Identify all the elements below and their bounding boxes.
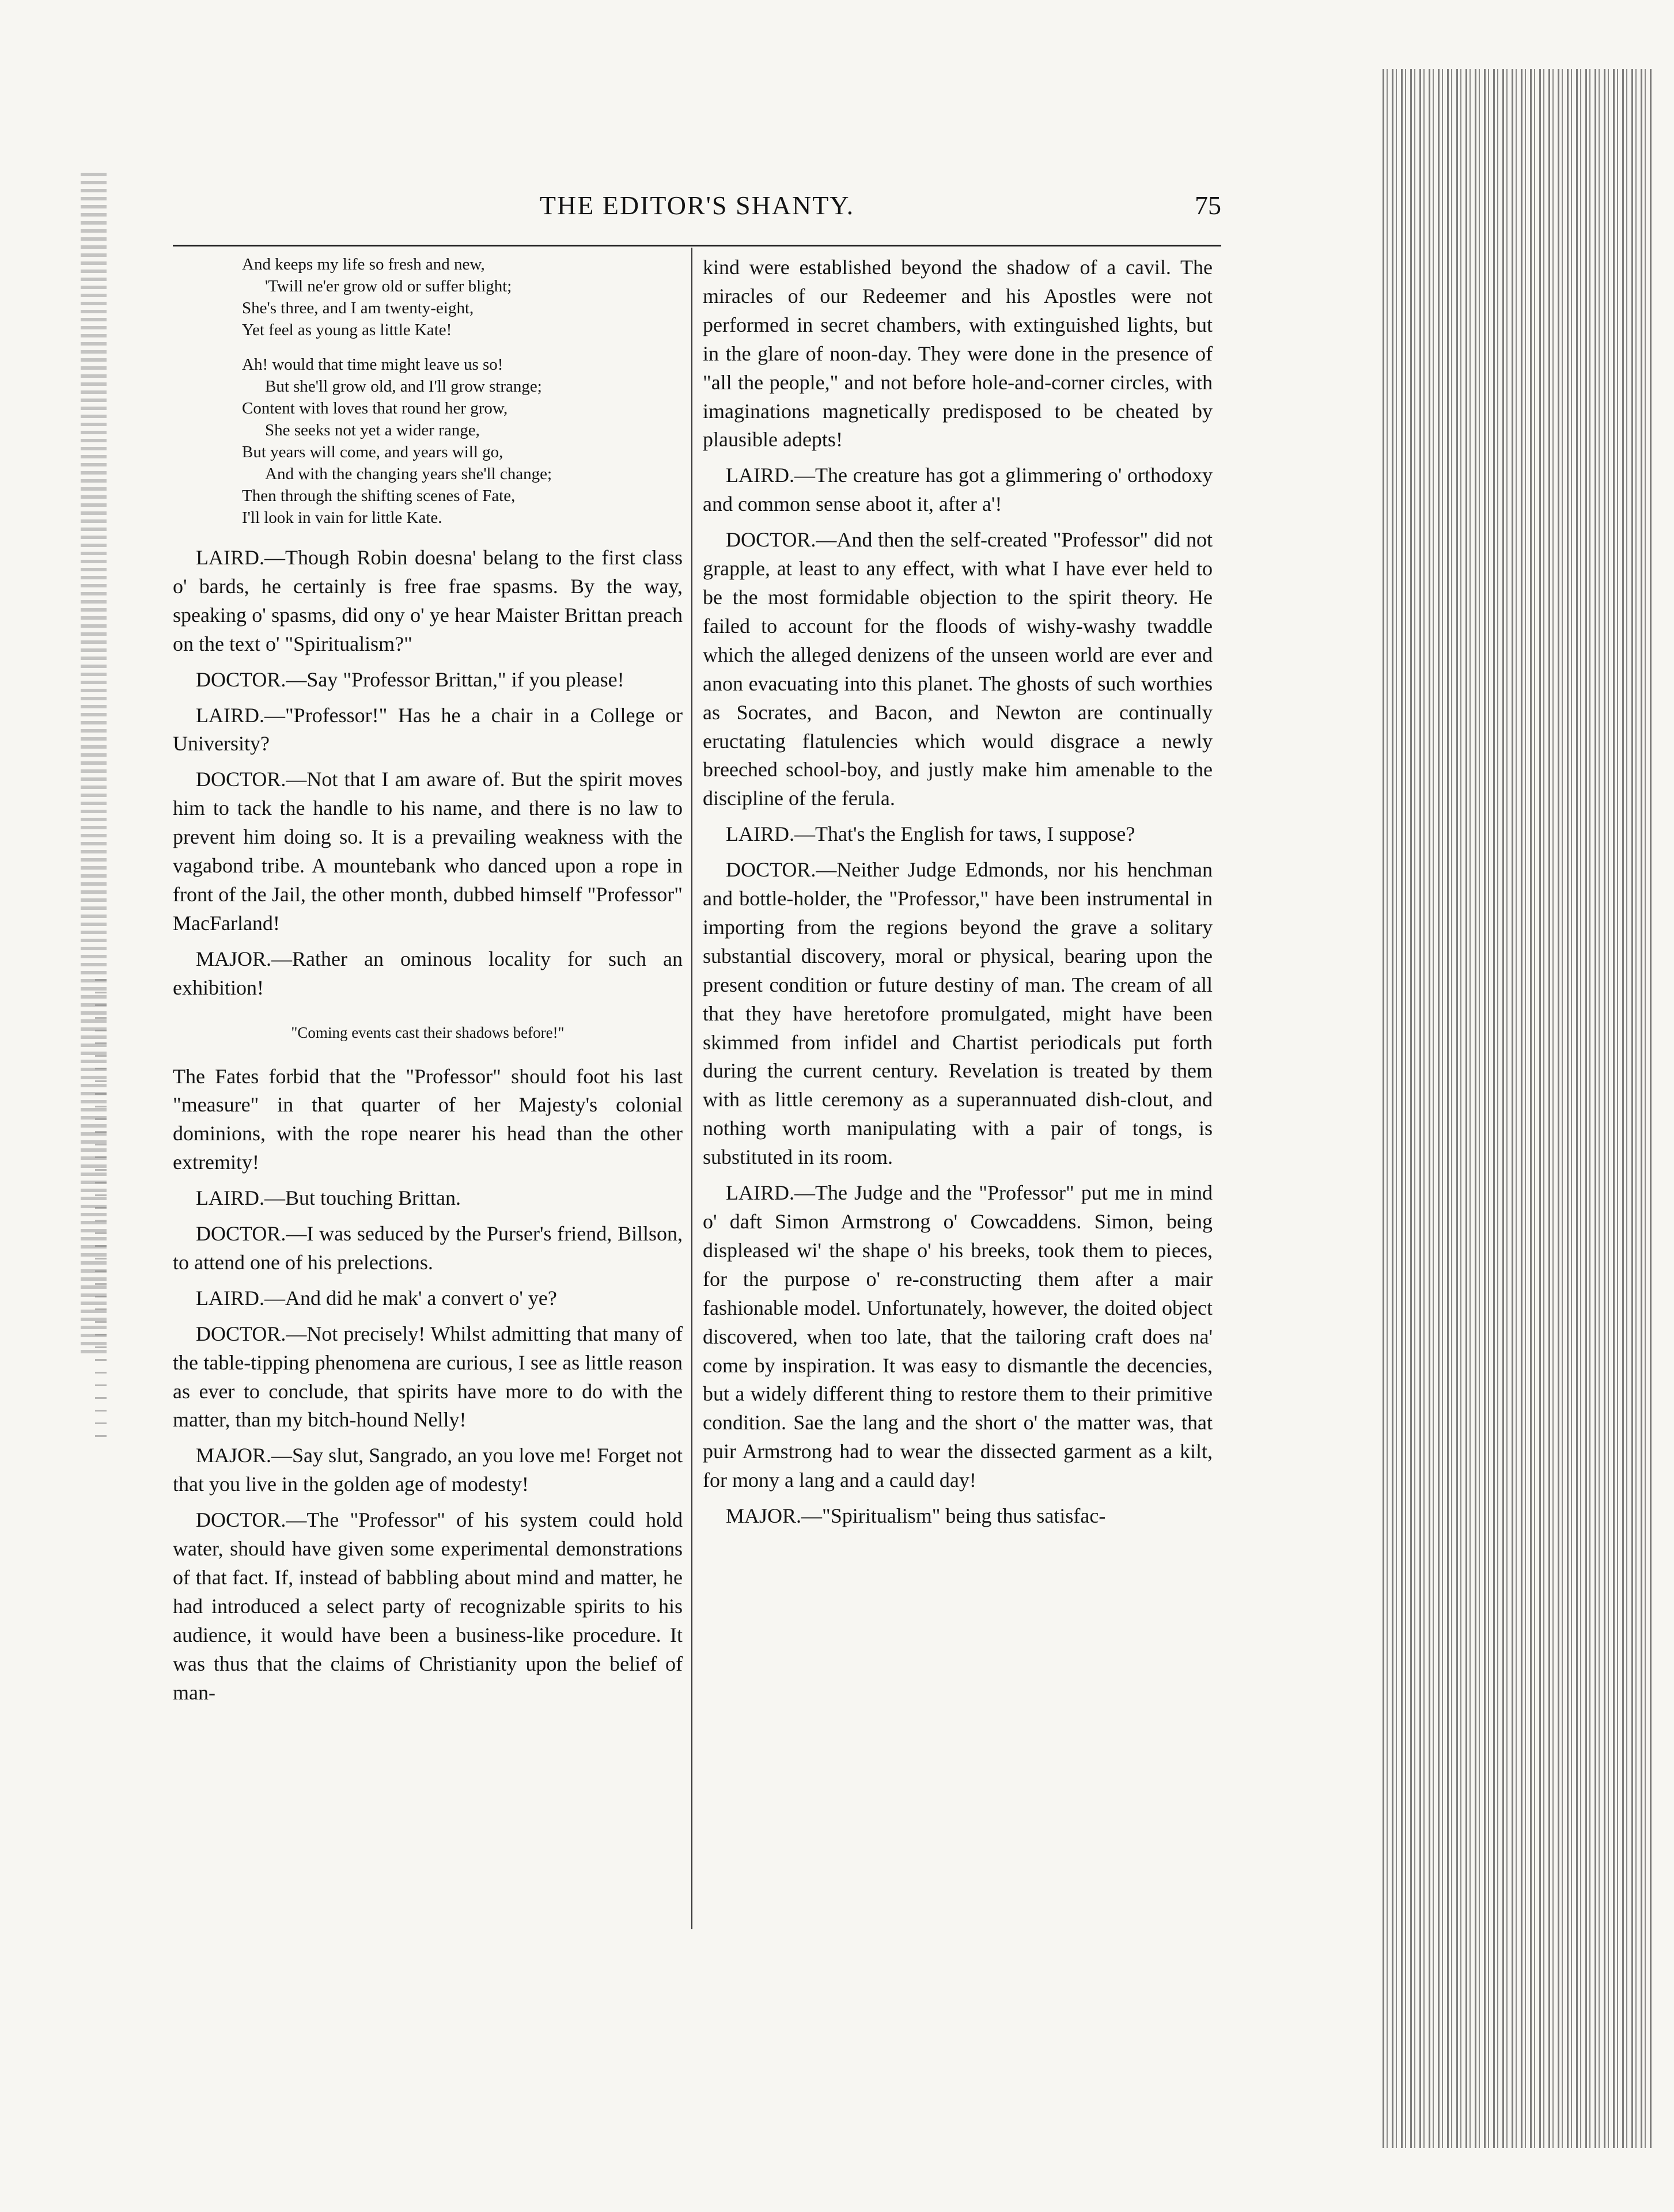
paragraph: DOCTOR.—And then the self-created "Professor" did not grapple, at least to any effect, with what I have ever held to be the most formidable objection to the spirit theory. He failed to account for the floods of wishy-washy twaddle which the alleged denizens of the unseen world are ever and anon evacuating into this planet. The ghosts of such worthies as Socrates, and Bacon, and Newton are continually eructating flatulencies which would disgrace a newly breeched school-boy, and justly make him amenable to the discipline of the ferula. [703, 528, 1213, 810]
page-number: 75 [1195, 191, 1221, 220]
paragraph: LAIRD.—That's the English for taws, I suppose? [726, 822, 1135, 846]
right-column [703, 253, 1213, 1538]
paragraph: LAIRD.—The creature has got a glimmering o' orthodoxy and common sense aboot it, after a'! [703, 464, 1213, 516]
paragraph: LAIRD.—But touching Brittan. [196, 1186, 461, 1210]
paragraph: LAIRD.—Though Robin doesna' belang to the first class o' bards, he certainly is free frae spasms. By the way, speaking o' spasms, did ony o' ye hear Maister Brittan preach on the text o' "Spiritualism?" [173, 546, 683, 655]
verse-line: But years will come, and years will go, [242, 443, 503, 461]
paragraph: kind were established beyond the shadow of a cavil. The miracles of our Redeemer and his Apostles were not performed in secret chambers, with extinguished lights, but in the glare of noon-day. They were done in the presence of "all the people," and not before hole-and-corner circles, with imaginations magnetically predisposed to be cheated by plausible adepts! [703, 256, 1213, 451]
column-divider [691, 248, 692, 1929]
verse-line: Content with loves that round her grow, [242, 399, 508, 418]
paragraph: DOCTOR.—The "Professor" of his system could hold water, should have given some experimental demonstrations of that fact. If, instead of babbling about mind and matter, he had introduced a select party of recognizable spirits to his audience, it would have been a business-like procedure. It was thus that the claims of Christianity upon the belief of man- [173, 1508, 683, 1704]
running-head [173, 190, 1221, 230]
verse-line: She seeks not yet a wider range, [265, 421, 480, 439]
poem-verse [173, 253, 683, 529]
paragraph: DOCTOR.—I was seduced by the Purser's friend, Billson, to attend one of his prelections. [173, 1222, 683, 1274]
paragraph: LAIRD.—The Judge and the "Professor" put me in mind o' daft Simon Armstrong o' Cowcaddens. Simon, being displeased wi' the shape o' his breeks, took them to pieces, for the purpose o' re-constructing them after a mair fashionable model. Unfortunately, however, the doited object discovered, when too late, that the tailoring craft does na' come by inspiration. It was easy to dismantle the decencies, but a widely different thing to restore them to their primitive condition. Sae the lang and the short o' the matter was, that puir Armstrong had to wear the dissected garment as a kilt, for mony a lang and a cauld day! [703, 1181, 1213, 1492]
paragraph: The Fates forbid that the "Professor" should foot his last "measure" in that quarter of her Majesty's colonial dominions, with the rope nearer his head than the other extremity! [173, 1064, 683, 1174]
binding-edge-shadow [1383, 69, 1653, 2148]
left-column [173, 253, 683, 1714]
header-rule [173, 245, 1221, 246]
stanza-break [242, 341, 683, 354]
paragraph: MAJOR.—Say slut, Sangrado, an you love me! Forget not that you live in the golden age of modesty! [173, 1444, 683, 1496]
verse-line: But she'll grow old, and I'll grow strange; [265, 377, 542, 396]
verse-line: And keeps my life so fresh and new, [242, 255, 485, 274]
paragraph: DOCTOR.—Neither Judge Edmonds, nor his henchman and bottle-holder, the "Professor," have been instrumental in importing from the regions beyond the grave a solitary substantial discovery, moral or physical, bearing upon the present condition or future destiny of man. The cream of all that they have heretofore promulgated, might have been skimmed from infidel and Chartist periodicals put forth during the current century. Revelation is treated by them with as little ceremony as a superannuated dish-clout, and nothing worth manipulating with a pair of tongs, is substituted in its room. [703, 858, 1213, 1169]
verse-line: And with the changing years she'll change; [265, 465, 552, 483]
paragraph: DOCTOR.—Say "Professor Brittan," if you please! [196, 667, 624, 691]
verse-line: Then through the shifting scenes of Fate, [242, 487, 516, 505]
margin-scan-marks-lower [95, 979, 107, 1440]
page-title: THE EDITOR'S SHANTY. [539, 191, 855, 220]
verse-line: I'll look in vain for little Kate. [242, 509, 442, 527]
verse-line: 'Twill ne'er grow old or suffer blight; [265, 277, 512, 295]
paragraph: LAIRD.—"Professor!" Has he a chair in a College or University? [173, 703, 683, 756]
paragraph: DOCTOR.—Not precisely! Whilst admitting that many of the table-tipping phenomena are curious, I see as little reason as ever to conclude, that spirits have more to do with the matter, than my bitch-hound Nelly! [173, 1322, 683, 1432]
verse-line: She's three, and I am twenty-eight, [242, 299, 474, 317]
paragraph: LAIRD.—And did he mak' a convert o' ye? [196, 1286, 557, 1310]
paragraph: DOCTOR.—Not that I am aware of. But the spirit moves him to tack the handle to his name, and there is no law to prevent him doing so. It is a prevailing weakness with the vagabond tribe. A mountebank who danced upon a rope in front of the Jail, the other month, dubbed himself "Professor" MacFarland! [173, 768, 683, 935]
paragraph: MAJOR.—"Spiritualism" being thus satisfac- [726, 1504, 1106, 1528]
paragraph: MAJOR.—Rather an ominous locality for such an exhibition! [173, 947, 683, 999]
verse-line: Ah! would that time might leave us so! [242, 355, 503, 374]
quotation: "Coming events cast their shadows before!" [291, 1023, 565, 1041]
verse-line: Yet feel as young as little Kate! [242, 321, 452, 339]
